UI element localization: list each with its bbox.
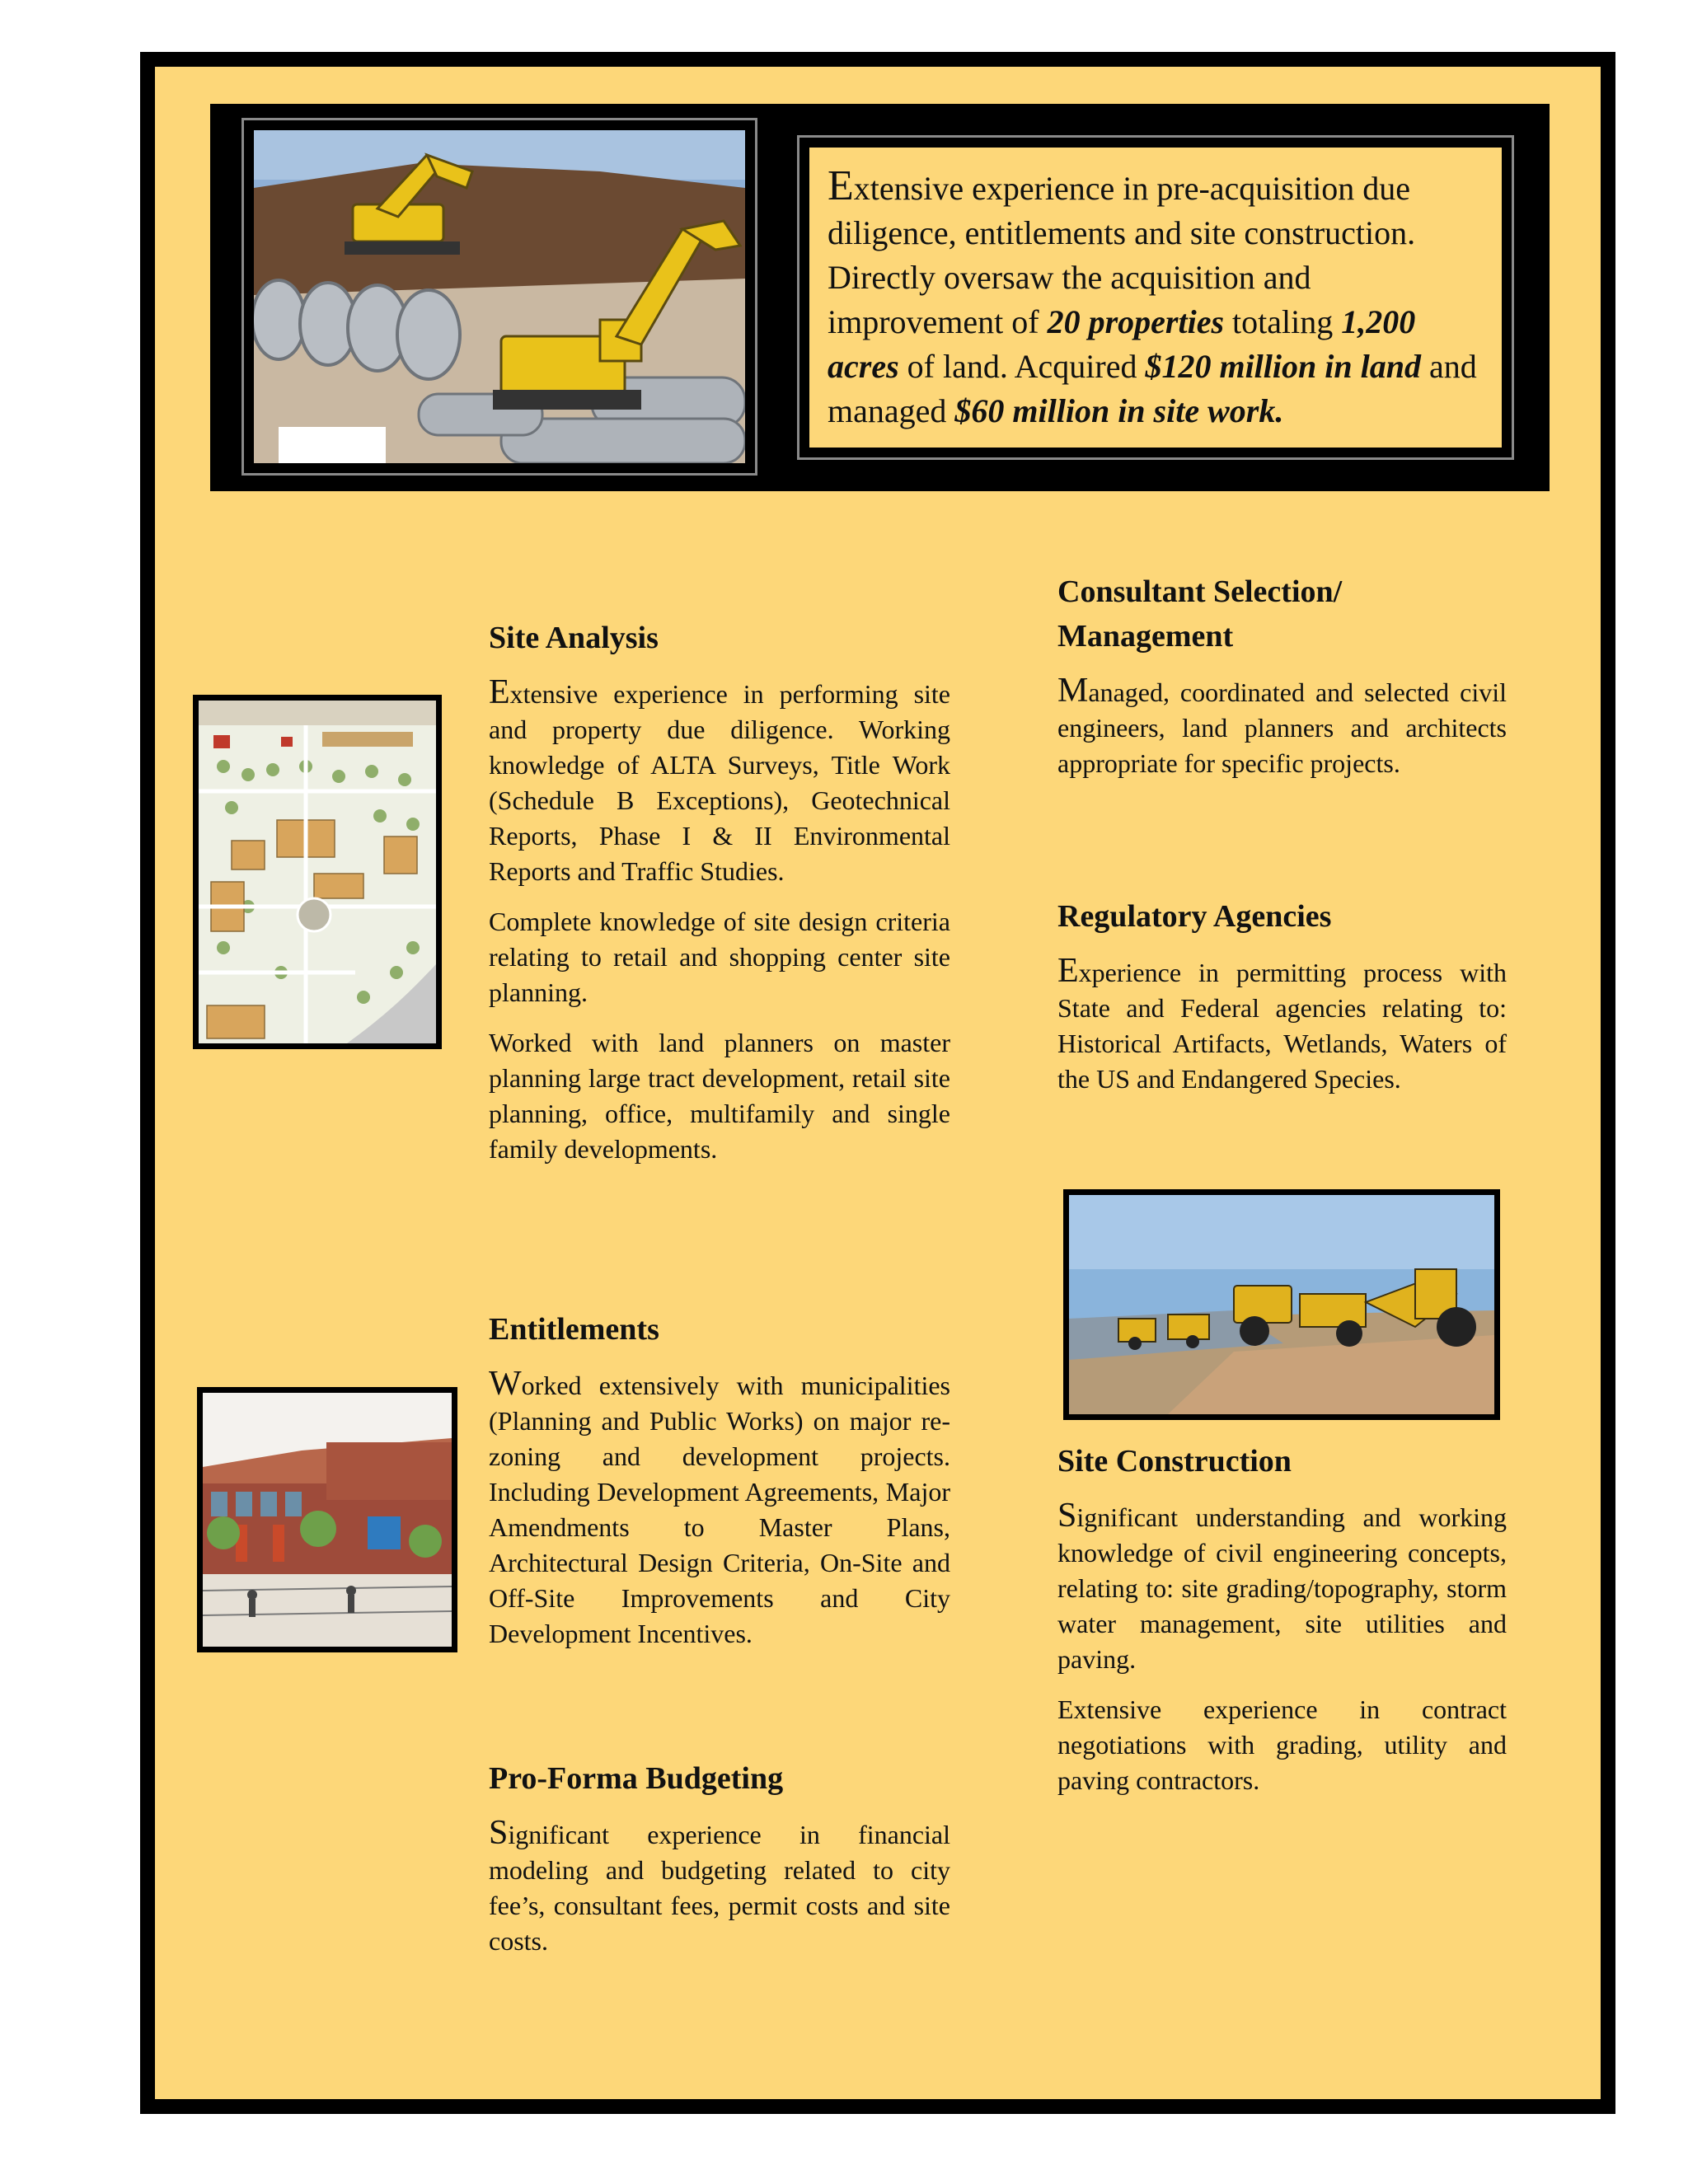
excavators-pipes-photo [254,130,745,463]
regulatory-p1-text: xperience in permitting process with State and Federal agencies relating to: Historical Artifacts, Wetlands, Waters of the US and Endangered Species. [1057,958,1507,1094]
page-panel [155,67,1601,2099]
site-construction-p1-text: ignificant understanding and working knowledge of civil engineering concepts, relating to: site grading/topography, storm water management, site utilities and paving. [1057,1502,1507,1674]
pro-forma-p1 [489,1816,950,1959]
pro-forma-p1-text: ignificant experience in financial modeling and budgeting related to city fee’s, consultant fees, permit costs and site costs. [489,1820,950,1956]
page-border [140,52,1615,2114]
site-plan-image [193,695,442,1049]
site-analysis-p2: Complete knowledge of site design criteria relating to retail and shopping center site planning. [489,907,950,1007]
hero-emph-land: $120 million in land [1145,348,1421,385]
hero-text-3: of land. Acquired [898,348,1146,385]
site-construction-p2: Extensive experience in contract negotiations with grading, utility and paving contractors. [1057,1694,1507,1795]
consultant-section [1057,569,1507,796]
hero-emph-properties: 20 properties [1047,303,1225,340]
site-analysis-p3: Worked with land planners on master planning large tract development, retail site planning, office, multifamily and single family developments. [489,1028,950,1164]
hero-summary [809,148,1502,448]
hero-emph-acres: 1,200 acres [828,303,1416,385]
site-analysis-cap: E [489,673,510,711]
hero-text-2: totaling [1224,303,1342,340]
hero-emph-site-work: $60 million in site work. [954,392,1284,429]
earthmovers-photo [1063,1189,1500,1420]
hero-text-frame [797,135,1514,460]
regulatory-cap: E [1057,952,1079,990]
hero-banner [210,104,1550,491]
streetscape-rendering-image [197,1387,457,1652]
pro-forma-section [489,1756,950,1974]
hero-text-1: xtensive experience in pre-acquisition due diligence, entitlements and site construction. Directly oversaw the acquisition and improvement of [828,170,1416,340]
pro-forma-title: Pro-Forma Budgeting [489,1761,784,1796]
consultant-title: Consultant Selection/ Management [1057,574,1343,654]
entitlements-p1-text: orked extensively with municipalities (Planning and Public Works) on major re-zoning and development projects. Including Development Agreements, Major Amendments to Master Plans, Architectural Design Criteria, On-Site and Off-Site Improvements and City Development Incentives. [489,1371,950,1648]
entitlements-title: Entitlements [489,1312,659,1347]
site-construction-p1 [1057,1498,1507,1677]
hero-photo-frame [241,118,757,476]
site-analysis-p1 [489,675,950,889]
entitlements-p1 [489,1366,950,1652]
site-construction-title: Site Construction [1057,1444,1292,1479]
site-construction-section [1057,1439,1507,1813]
entitlements-section [489,1307,950,1666]
regulatory-p1 [1057,954,1507,1097]
consultant-p1 [1057,673,1507,781]
hero-dropcap: E [828,162,854,209]
regulatory-title: Regulatory Agencies [1057,899,1332,934]
site-construction-cap: S [1057,1497,1077,1535]
site-analysis-p1-text: xtensive experience in performing site and property due diligence. Working knowledge of ALTA Surveys, Title Work (Schedule B Exceptions), Geotechnical Reports, Phase I & II Environmental Reports and Traffic Studies. [489,679,950,886]
regulatory-section [1057,894,1507,1112]
consultant-p1-text: anaged, coordinated and selected civil engineers, land planners and architects appropriate for specific projects. [1057,677,1507,778]
entitlements-cap: W [489,1365,522,1403]
site-analysis-title: Site Analysis [489,621,659,655]
consultant-cap: M [1057,672,1089,710]
hero-text-4: and managed [828,348,1477,429]
pro-forma-cap: S [489,1814,509,1852]
site-analysis-section [489,616,950,1182]
